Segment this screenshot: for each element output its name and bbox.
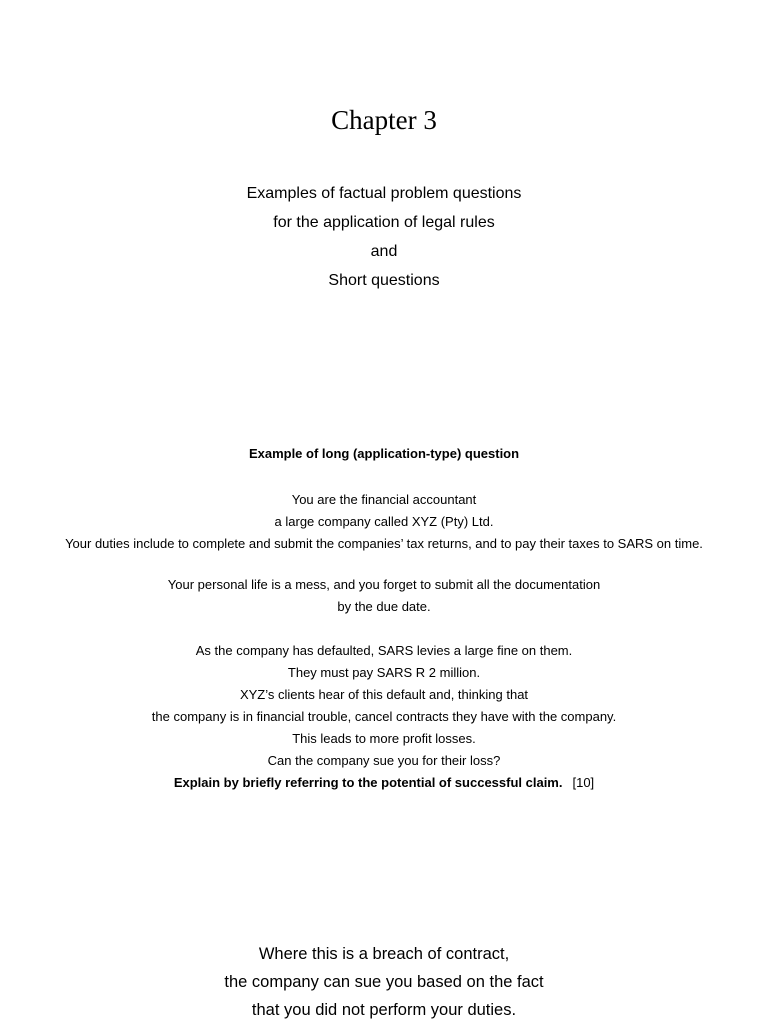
subtitle-line: Examples of factual problem questions	[246, 185, 522, 202]
scenario-line: Your duties include to complete and submit the companies’ tax returns, and to pay their taxes to SARS on time.	[65, 536, 703, 551]
spacer	[0, 464, 768, 489]
answer-line: Where this is a breach of contract,	[258, 945, 510, 963]
chapter-title: Chapter 3	[331, 105, 437, 135]
consequence-line: They must pay SARS R 2 million.	[287, 665, 481, 680]
spacer	[0, 552, 768, 574]
personal-line: by the due date.	[337, 599, 431, 614]
answer	[0, 940, 768, 1024]
personal-line: Your personal life is a mess, and you forget to submit all the documentation	[167, 577, 601, 592]
subtitle-line: Short questions	[328, 272, 440, 289]
consequence-line: This leads to more profit losses.	[292, 731, 476, 746]
consequence-line: the company is in financial trouble, cancel contracts they have with the company.	[151, 709, 617, 724]
scenario-line: a large company called XYZ (Pty) Ltd.	[274, 514, 494, 529]
consequence-line: Can the company sue you for their loss?	[267, 753, 501, 768]
chapter-subtitle	[0, 179, 768, 295]
question-heading: Example of long (application-type) question	[248, 446, 520, 461]
marks-label: [10]	[572, 775, 595, 790]
answer-line: that you did not perform your duties.	[251, 1001, 517, 1019]
subtitle-line: for the application of legal rules	[273, 214, 495, 231]
scenario-line: You are the financial accountant	[291, 492, 477, 507]
spacer	[0, 618, 768, 640]
consequence-line: XYZ’s clients hear of this default and, thinking that	[239, 687, 529, 702]
subtitle-line: and	[370, 243, 398, 260]
consequence-line: As the company has defaulted, SARS levies a large fine on them.	[195, 643, 573, 658]
example-question	[0, 444, 768, 794]
instruction-text: Explain by briefly referring to the potential of successful claim.	[173, 775, 563, 790]
question-instruction	[0, 772, 768, 794]
answer-line: the company can sue you based on the fact	[224, 973, 544, 991]
